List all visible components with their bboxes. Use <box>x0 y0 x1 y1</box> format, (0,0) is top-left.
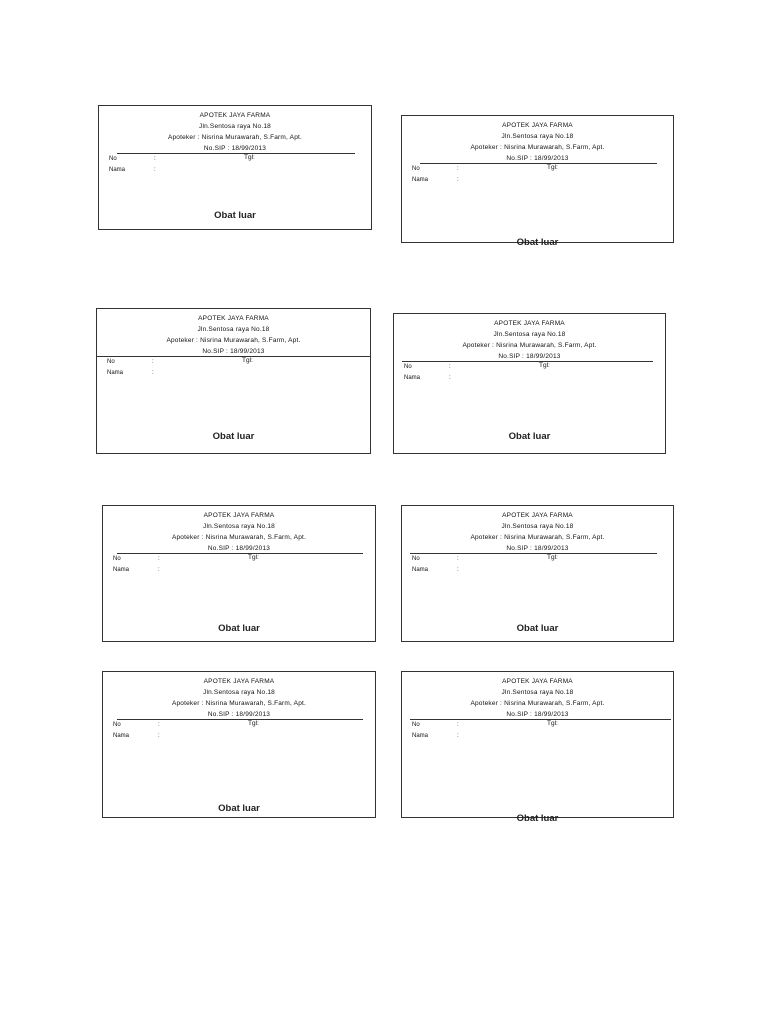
nama-field-label: Nama <box>107 370 124 376</box>
no-field-colon: : <box>154 156 156 162</box>
date-field-label: Tgl: <box>248 720 259 727</box>
pharmacy-address: Jln.Sentosa raya No.18 <box>197 326 270 333</box>
no-field-colon: : <box>152 359 154 365</box>
nama-field-colon: : <box>457 733 459 739</box>
header-divider <box>97 356 370 357</box>
no-field-label: No <box>404 364 412 370</box>
header-divider <box>410 719 671 720</box>
pharmacy-address: Jln.Sentosa raya No.18 <box>501 523 574 530</box>
usage-note: Obat luar <box>516 623 559 634</box>
no-field-colon: : <box>158 722 160 728</box>
no-field-label: No <box>107 359 115 365</box>
nama-field-colon: : <box>158 733 160 739</box>
date-field-label: Tgl: <box>547 720 558 727</box>
usage-note: Obat luar <box>218 623 260 634</box>
nama-field-colon: : <box>154 167 156 173</box>
pharmacy-name: APOTEK JAYA FARMA <box>199 112 271 119</box>
sip-number: No.SIP : 18/99/2013 <box>202 348 265 355</box>
header-divider <box>410 553 657 554</box>
nama-field-label: Nama <box>404 375 421 381</box>
pharmacist-name: Apoteker : Nisrina Murawarah, S.Farm, Apt. <box>167 134 303 141</box>
no-field-label: No <box>113 722 121 728</box>
nama-field-colon: : <box>158 567 160 573</box>
no-field-colon: : <box>457 166 459 172</box>
date-field-label: Tgl: <box>242 357 253 364</box>
pharmacy-name: APOTEK JAYA FARMA <box>502 678 573 685</box>
prescription-label-7 <box>102 671 376 818</box>
prescription-label-8 <box>401 671 674 824</box>
no-field-label: No <box>109 156 117 162</box>
usage-note: Obat luar <box>516 813 559 824</box>
sip-number: No.SIP : 18/99/2013 <box>207 711 271 718</box>
header-divider <box>117 153 355 154</box>
pharmacist-name: Apoteker : Nisrina Murawarah, S.Farm, Apt. <box>470 534 605 541</box>
date-field-label: Tgl: <box>539 362 550 369</box>
nama-field-colon: : <box>152 370 154 376</box>
date-field-label: Tgl: <box>547 554 558 561</box>
pharmacy-address: Jln.Sentosa raya No.18 <box>199 123 271 130</box>
no-field-label: No <box>412 166 420 172</box>
pharmacy-name: APOTEK JAYA FARMA <box>203 512 275 519</box>
usage-note: Obat luar <box>212 431 255 442</box>
nama-field-label: Nama <box>113 733 130 739</box>
sip-number: No.SIP : 18/99/2013 <box>207 545 271 552</box>
usage-note: Obat luar <box>214 210 256 221</box>
nama-field-colon: : <box>457 567 459 573</box>
pharmacy-name: APOTEK JAYA FARMA <box>198 315 269 322</box>
no-field-colon: : <box>449 364 451 370</box>
date-field-label: Tgl: <box>248 554 259 561</box>
prescription-label-1 <box>98 105 372 230</box>
pharmacist-name: Apoteker : Nisrina Murawarah, S.Farm, Apt. <box>462 342 597 349</box>
nama-field-label: Nama <box>412 567 429 573</box>
nama-field-colon: : <box>449 375 451 381</box>
no-field-label: No <box>412 556 420 562</box>
usage-note: Obat luar <box>516 237 559 248</box>
sip-number: No.SIP : 18/99/2013 <box>506 155 569 162</box>
nama-field-colon: : <box>457 177 459 183</box>
pharmacist-name: Apoteker : Nisrina Murawarah, S.Farm, Apt. <box>470 144 605 151</box>
usage-note: Obat luar <box>508 431 551 442</box>
header-divider <box>402 361 653 362</box>
pharmacy-address: Jln.Sentosa raya No.18 <box>493 331 566 338</box>
header-divider <box>117 553 363 554</box>
pharmacist-name: Apoteker : Nisrina Murawarah, S.Farm, Apt. <box>171 700 307 707</box>
no-field-colon: : <box>457 556 459 562</box>
header-divider <box>117 719 363 720</box>
prescription-label-2 <box>401 115 674 248</box>
pharmacy-name: APOTEK JAYA FARMA <box>203 678 275 685</box>
pharmacy-name: APOTEK JAYA FARMA <box>494 320 565 327</box>
pharmacy-name: APOTEK JAYA FARMA <box>502 122 573 129</box>
nama-field-label: Nama <box>412 177 429 183</box>
pharmacy-address: Jln.Sentosa raya No.18 <box>501 133 574 140</box>
header-divider <box>420 163 657 164</box>
nama-field-label: Nama <box>412 733 429 739</box>
pharmacist-name: Apoteker : Nisrina Murawarah, S.Farm, Apt. <box>166 337 301 344</box>
sip-number: No.SIP : 18/99/2013 <box>506 545 569 552</box>
prescription-label-6 <box>401 505 674 642</box>
sip-number: No.SIP : 18/99/2013 <box>498 353 561 360</box>
date-field-label: Tgl: <box>244 154 255 161</box>
prescription-label-5 <box>102 505 376 642</box>
sip-number: No.SIP : 18/99/2013 <box>203 145 267 152</box>
date-field-label: Tgl: <box>547 164 558 171</box>
no-field-colon: : <box>457 722 459 728</box>
usage-note: Obat luar <box>218 803 260 814</box>
pharmacy-address: Jln.Sentosa raya No.18 <box>501 689 574 696</box>
pharmacist-name: Apoteker : Nisrina Murawarah, S.Farm, Apt. <box>171 534 307 541</box>
pharmacy-name: APOTEK JAYA FARMA <box>502 512 573 519</box>
pharmacist-name: Apoteker : Nisrina Murawarah, S.Farm, Apt. <box>470 700 605 707</box>
prescription-label-4 <box>393 313 666 454</box>
prescription-label-3 <box>96 308 371 454</box>
no-field-label: No <box>412 722 420 728</box>
pharmacy-address: Jln.Sentosa raya No.18 <box>203 523 275 530</box>
nama-field-label: Nama <box>113 567 130 573</box>
no-field-label: No <box>113 556 121 562</box>
sip-number: No.SIP : 18/99/2013 <box>506 711 569 718</box>
no-field-colon: : <box>158 556 160 562</box>
nama-field-label: Nama <box>109 167 126 173</box>
pharmacy-address: Jln.Sentosa raya No.18 <box>203 689 275 696</box>
